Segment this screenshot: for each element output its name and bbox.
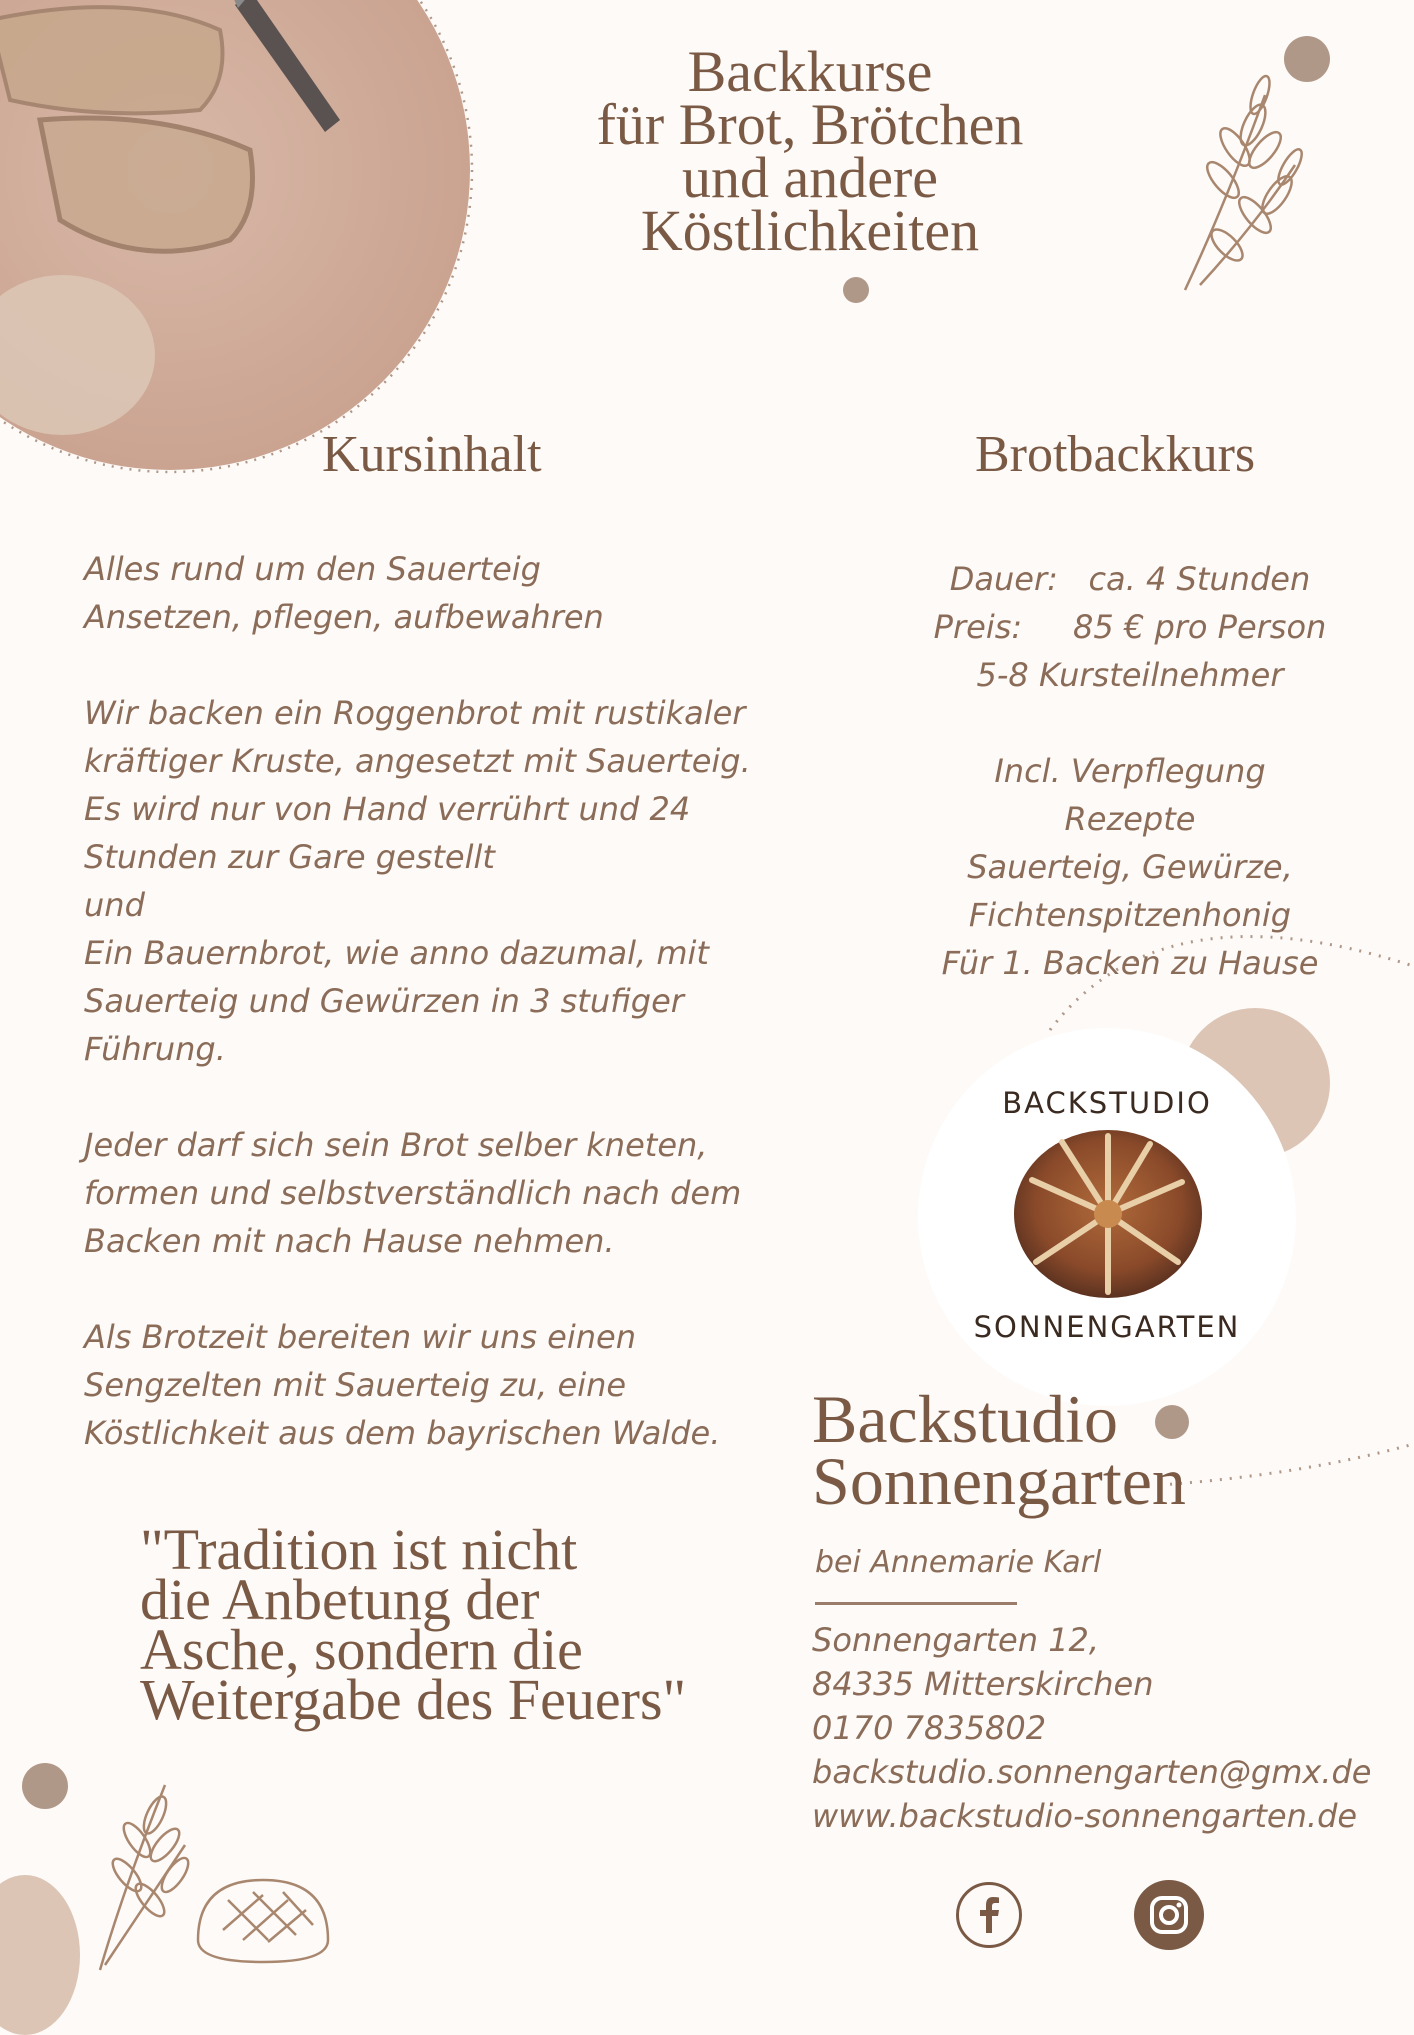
website-link[interactable]: www.backstudio-sonnengarten.de	[812, 1797, 1358, 1835]
facebook-icon[interactable]	[956, 1882, 1022, 1948]
logo-top-text: BACKSTUDIO	[1002, 1086, 1212, 1120]
title-line: für Brot, Brötchen	[596, 92, 1024, 157]
quote-line: Weitergabe des Feuers"	[140, 1667, 687, 1732]
wheat-icon	[1165, 55, 1315, 295]
bread-loaf-image	[1010, 1122, 1206, 1302]
studio-name-line: Sonnengarten	[812, 1443, 1186, 1519]
text-line: Es wird nur von Hand verrührt und 24	[84, 790, 691, 828]
kursinhalt-paragraph	[84, 545, 824, 641]
text-line: Backen mit nach Hause nehmen.	[84, 1222, 615, 1260]
text-line: Führung.	[84, 1030, 226, 1068]
decor-dot	[22, 1763, 68, 1809]
teilnehmer-value: 5-8 Kursteilnehmer	[976, 656, 1284, 694]
kursinhalt-paragraph	[84, 1313, 824, 1457]
title-line: Backkurse	[687, 39, 933, 104]
course-facts	[880, 555, 1380, 699]
text-line: Sengzelten mit Sauerteig zu, eine	[84, 1366, 627, 1404]
text-line: Köstlichkeit aus dem bayrischen Walde.	[84, 1414, 721, 1452]
address-street: Sonnengarten 12,	[812, 1621, 1100, 1659]
text-line: Als Brotzeit bereiten wir uns einen	[84, 1318, 636, 1356]
text-line: Jeder darf sich sein Brot selber kneten,	[84, 1126, 708, 1164]
email-link[interactable]: backstudio.sonnengarten@gmx.de	[812, 1753, 1372, 1791]
contact-info	[812, 1618, 1371, 1838]
text-line: Wir backen ein Roggenbrot mit rustikaler	[84, 694, 746, 732]
title-line: und andere	[681, 145, 939, 210]
text-line: Ein Bauernbrot, wie anno dazumal, mit	[84, 934, 709, 972]
decor-dot	[843, 277, 869, 303]
phone-number[interactable]: 0170 7835802	[812, 1709, 1047, 1747]
decor-blob-bottom-left	[0, 1875, 80, 2035]
text-line: Alles rund um den Sauerteig	[84, 550, 541, 588]
quote-line: die Anbetung der	[140, 1567, 540, 1632]
text-line: Sauerteig und Gewürzen in 3 stufiger	[84, 982, 684, 1020]
owner-name: bei Annemarie Karl	[815, 1545, 1102, 1580]
text-line: Stunden zur Gare gestellt	[84, 838, 495, 876]
text-line: und	[84, 886, 145, 924]
studio-name	[812, 1381, 1186, 1519]
kursinhalt-paragraph	[84, 1121, 824, 1265]
quote	[140, 1517, 687, 1732]
backstudio-logo	[918, 1028, 1296, 1406]
page-title	[500, 39, 1120, 263]
text-line: Fichtenspitzenhonig	[968, 896, 1292, 934]
wheat-icon	[85, 1765, 205, 1975]
dauer-row	[950, 560, 1310, 598]
preis-value: 85 € pro Person	[1073, 608, 1327, 646]
text-line: kräftiger Kruste, angesetzt mit Sauerteig.	[84, 742, 751, 780]
preis-label: Preis:	[933, 608, 1023, 646]
address-city: 84335 Mitterskirchen	[812, 1665, 1154, 1703]
kursinhalt-paragraph	[84, 689, 824, 1073]
text-line: Ansetzen, pflegen, aufbewahren	[84, 598, 604, 636]
kursinhalt-heading: Kursinhalt	[322, 426, 542, 483]
instagram-icon[interactable]	[1134, 1880, 1204, 1950]
logo-bottom-text: SONNENGARTEN	[973, 1310, 1241, 1344]
divider	[815, 1602, 1017, 1605]
text-line: Für 1. Backen zu Hause	[941, 944, 1319, 982]
studio-name-line: Backstudio	[812, 1381, 1118, 1457]
quote-line: Asche, sondern die	[140, 1617, 583, 1682]
brotbackkurs-heading: Brotbackkurs	[975, 426, 1256, 483]
bread-loaf-icon	[188, 1870, 338, 1970]
text-line: Rezepte	[1064, 800, 1196, 838]
text-line: formen und selbstverständlich nach dem	[84, 1174, 742, 1212]
quote-line: "Tradition ist nicht	[140, 1517, 578, 1582]
kursinhalt-body	[84, 545, 824, 1505]
preis-row	[934, 608, 1327, 646]
text-line: Incl. Verpflegung	[994, 752, 1266, 790]
course-details	[880, 555, 1380, 1035]
inclusions	[880, 747, 1380, 987]
text-line: Sauerteig, Gewürze,	[967, 848, 1293, 886]
title-line: Köstlichkeiten	[640, 198, 980, 263]
dauer-label: Dauer:	[949, 560, 1058, 598]
dauer-value: ca. 4 Stunden	[1088, 560, 1311, 598]
